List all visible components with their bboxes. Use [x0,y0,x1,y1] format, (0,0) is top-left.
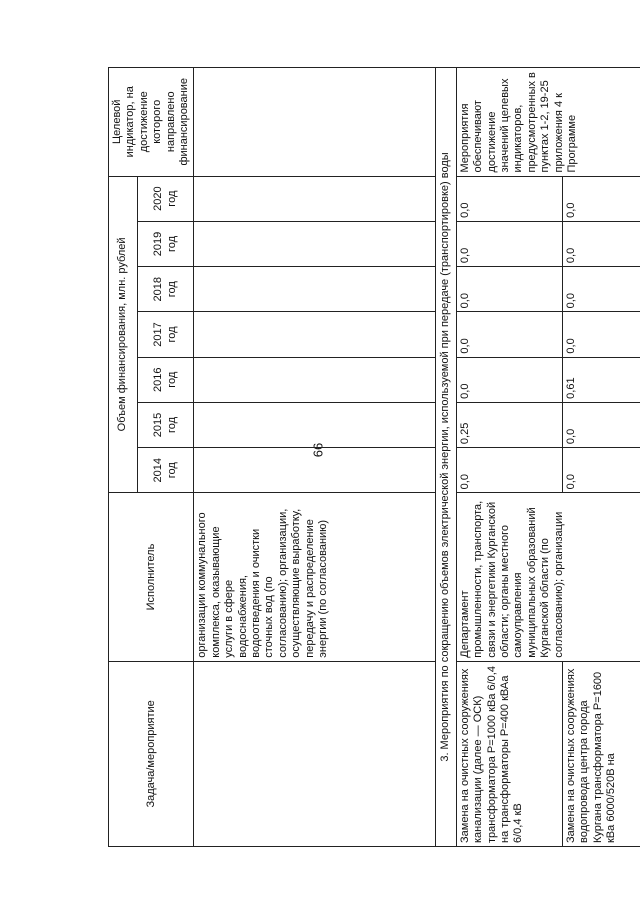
value-cell: 0,0 [456,267,562,312]
value-cell-empty [194,176,436,221]
task-cell: Замена на очистных сооружениях водопровода центра города Кургана трансформатора Р=1600 кВа 6000/520В на [562,661,640,846]
table-row [562,68,640,847]
value-cell: 0,0 [562,312,640,357]
table-row [456,68,562,847]
value-cell-empty [194,221,436,266]
value-cell: 0,61 [562,357,640,402]
value-cell: 0,0 [562,221,640,266]
indicator-header: Целевой индикатор, на достижение которого направлено финансирование [109,68,194,177]
page-number: 66 [310,442,326,458]
indicator-cell-empty [194,68,436,177]
task-cell: Замена на очистных сооружениях канализации (далее — ОСК) трансформатора Р=1000 кВа 6/0,4 на трансформаторы Р=400 кВАа 6/0,4 кВ [456,661,562,846]
value-cell: 0,0 [562,402,640,447]
indicator-cell: Мероприятия обеспечивают достижение значений целевых индикаторов, предусмотренных в пунктах 1-2, 19-25 приложения 4 к Программе [456,68,640,177]
continuation-row [194,68,436,847]
executor-header: Исполнитель [109,493,194,661]
executor-cell: организации коммунального комплекса, оказывающие услуги в сфере водоснабжения, водоотведения и очистки сточных вод (по согласованию); организации, осуществляющие выработку, передачу и распределение энергии (по согласованию) [194,493,436,661]
value-cell-empty [194,448,436,493]
value-cell: 0,0 [562,267,640,312]
value-cell: 0,0 [456,448,562,493]
year-header: 2015 год [138,402,194,447]
value-cell: 0,0 [456,357,562,402]
section-row [436,68,456,847]
value-cell: 0,0 [562,176,640,221]
task-cell-empty [194,661,436,846]
year-header: 2014 год [138,448,194,493]
value-cell: 0,25 [456,402,562,447]
value-cell-empty [194,402,436,447]
executor-cell: Департамент промышленности, транспорта, связи и энергетики Курганской области; органы местного самоуправления муниципальных образований Курганской области (по согласованию); организации [456,493,640,661]
funding-header: Объем финансирования, млн. рублей [109,176,138,493]
value-cell: 0,0 [562,448,640,493]
year-header: 2017 год [138,312,194,357]
funding-table [108,67,640,847]
value-cell: 0,0 [456,312,562,357]
year-header: 2019 год [138,221,194,266]
task-header: Задача/мероприятие [109,661,194,846]
year-header: 2018 год [138,267,194,312]
value-cell-empty [194,312,436,357]
section-title: 3. Мероприятия по сокращению объемов электрической энергии, используемой при передаче (транспортировке) воды [436,68,456,847]
year-header: 2020 год [138,176,194,221]
value-cell-empty [194,267,436,312]
value-cell: 0,0 [456,176,562,221]
header-row-1 [109,68,138,847]
value-cell: 0,0 [456,221,562,266]
rotated-table-page [108,67,618,847]
year-header: 2016 год [138,357,194,402]
value-cell-empty [194,357,436,402]
